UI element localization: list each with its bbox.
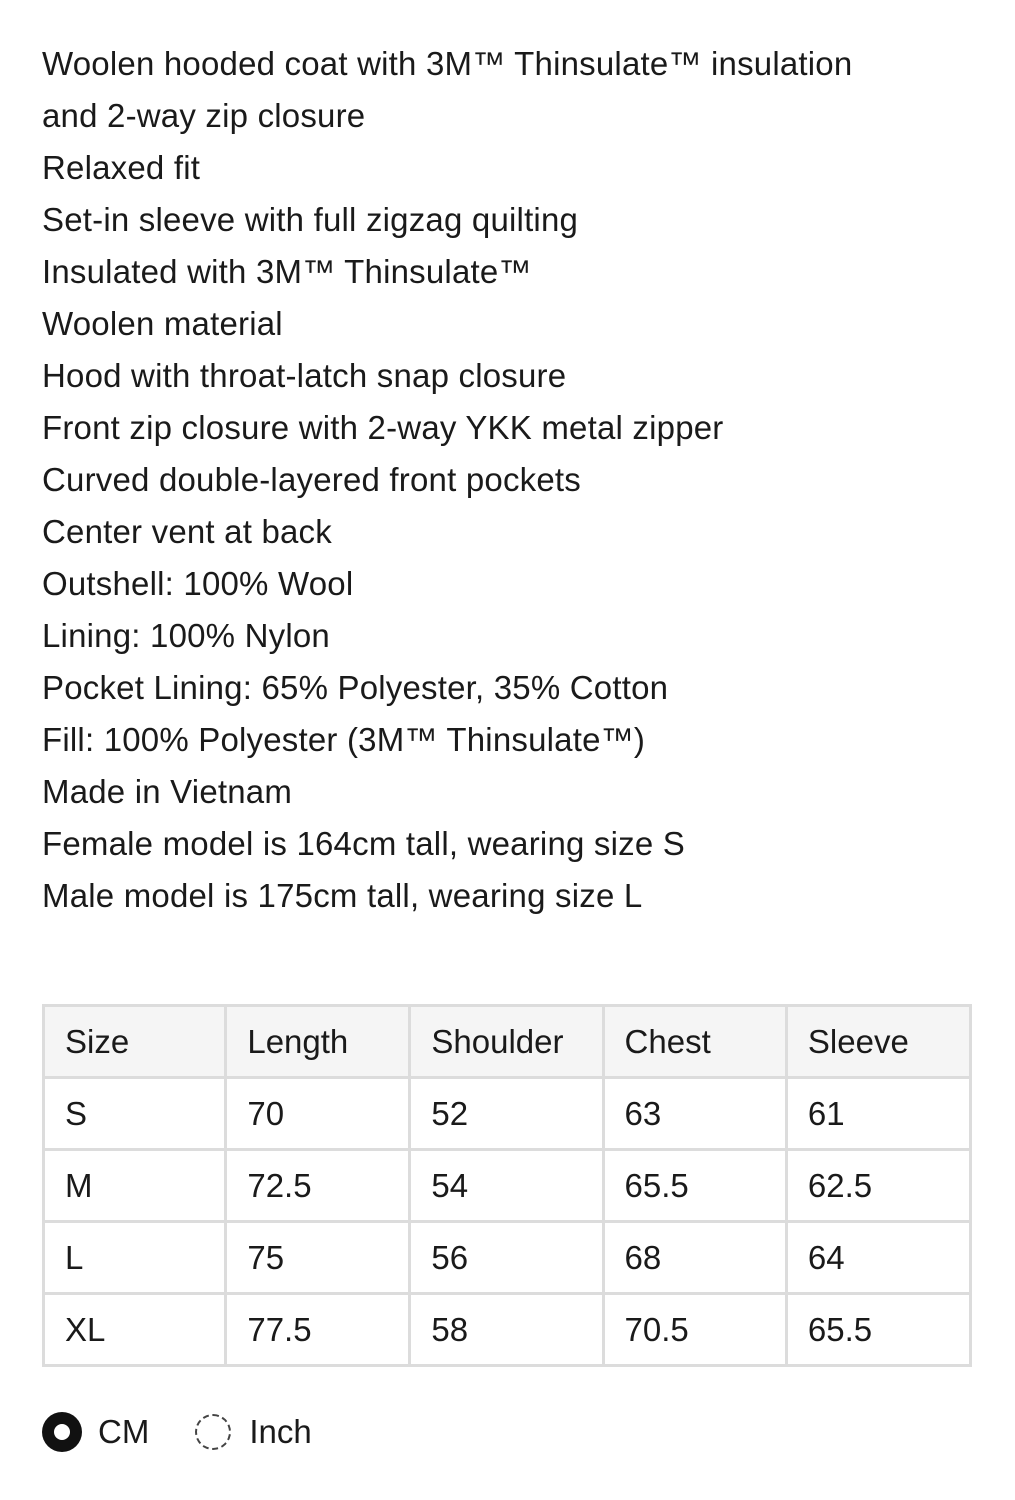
cell-sleeve: 61 [786,1078,970,1150]
header-size: Size [44,1006,226,1078]
unit-option-inch[interactable] [193,1412,311,1452]
description-line: Set-in sleeve with full zigzag quilting [42,201,579,238]
product-description [42,38,1002,922]
cell-chest: 70.5 [603,1294,786,1366]
cell-chest: 63 [603,1078,786,1150]
header-chest: Chest [603,1006,786,1078]
table-row [44,1294,971,1366]
description-line: Made in Vietnam [42,773,293,810]
description-line: Front zip closure with 2-way YKK metal zipper [42,409,724,446]
table-row [44,1150,971,1222]
table-row [44,1078,971,1150]
radio-unselected-icon[interactable] [195,1414,231,1450]
size-chart-table [42,1004,972,1367]
cell-size: S [44,1078,226,1150]
description-line: Female model is 164cm tall, wearing size S [42,825,685,862]
cell-length: 72.5 [226,1150,410,1222]
cell-shoulder: 56 [410,1222,603,1294]
header-length: Length [226,1006,410,1078]
cell-shoulder: 52 [410,1078,603,1150]
cell-length: 70 [226,1078,410,1150]
description-line: Woolen material [42,305,283,342]
description-line: Pocket Lining: 65% Polyester, 35% Cotton [42,669,669,706]
table-row [44,1222,971,1294]
description-line: and 2-way zip closure [42,97,366,134]
description-line: Curved double-layered front pockets [42,461,581,498]
cell-chest: 68 [603,1222,786,1294]
description-line: Woolen hooded coat with 3M™ Thinsulate™ insulation [42,45,853,82]
cell-shoulder: 54 [410,1150,603,1222]
cell-length: 75 [226,1222,410,1294]
radio-selected-icon[interactable] [42,1412,82,1452]
cell-size: M [44,1150,226,1222]
table-header-row [44,1006,971,1078]
description-line: Hood with throat-latch snap closure [42,357,567,394]
description-line: Center vent at back [42,513,332,550]
unit-label-cm: CM [98,1413,150,1450]
cell-size: L [44,1222,226,1294]
cell-chest: 65.5 [603,1150,786,1222]
description-line: Outshell: 100% Wool [42,565,354,602]
cell-size: XL [44,1294,226,1366]
cell-shoulder: 58 [410,1294,603,1366]
description-line: Insulated with 3M™ Thinsulate™ [42,253,532,290]
unit-label-inch: Inch [249,1413,312,1450]
unit-selector [42,1412,312,1452]
description-line: Male model is 175cm tall, wearing size L [42,877,643,914]
cell-sleeve: 65.5 [786,1294,970,1366]
description-line: Lining: 100% Nylon [42,617,330,654]
description-line: Relaxed fit [42,149,201,186]
unit-option-cm[interactable] [42,1412,149,1452]
description-line: Fill: 100% Polyester (3M™ Thinsulate™) [42,721,646,758]
cell-sleeve: 64 [786,1222,970,1294]
cell-length: 77.5 [226,1294,410,1366]
header-sleeve: Sleeve [786,1006,970,1078]
cell-sleeve: 62.5 [786,1150,970,1222]
header-shoulder: Shoulder [410,1006,603,1078]
